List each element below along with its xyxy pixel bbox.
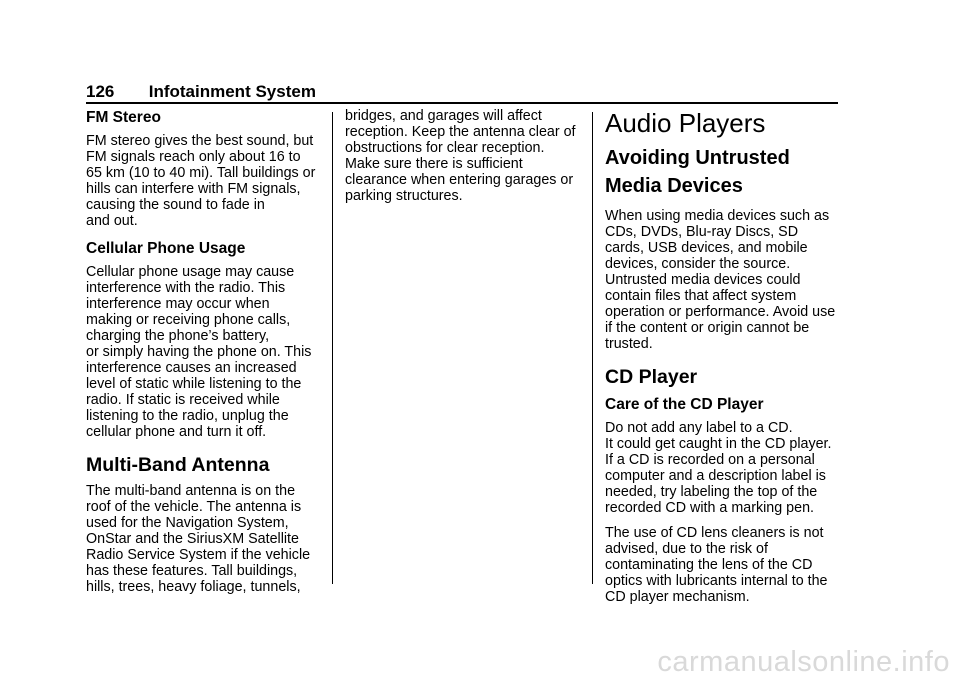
column-divider-1 [332, 112, 333, 584]
page-header [86, 82, 838, 104]
watermark: carmanualsonline.info [657, 646, 950, 678]
untrusted-media-text: When using media devices such as CDs, DVDs, Blu-ray Discs, SD cards, USB devices, and mobile devices, consider the source. Untrusted media devices could contain files that affect system operation or performance. Avoid use if the content or origin cannot be trusted. [605, 208, 836, 352]
column-2 [345, 108, 579, 213]
care-of-cd-player-text-1: Do not add any label to a CD. It could get caught in the CD player. If a CD is recorded on a personal computer and a description label is needed, try labeling the top of the recorded CD with a marking pen. [605, 420, 832, 516]
cellular-phone-text: Cellular phone usage may cause interference with the radio. This interference may occur when making or receiving phone calls, charging the phone’s battery, or simply having the phone on. This interference causes an increased level of static while listening to the radio. If static is received while listening to the radio, unplug the cellular phone and turn it off. [86, 264, 312, 440]
column-divider-2 [592, 112, 593, 584]
untrusted-media-heading: Avoiding Untrusted Media Devices [605, 147, 790, 197]
cellular-phone-heading: Cellular Phone Usage [86, 240, 246, 257]
page-title: Infotainment System [148, 82, 316, 101]
column-3 [605, 108, 839, 614]
page-number: 126 [86, 82, 115, 101]
multi-band-antenna-text: The multi-band antenna is on the roof of the vehicle. The antenna is used for the Navigation System, OnStar and the SiriusXM Satellite Radio Service System if the vehicle has these features. Tall buildings, hills, trees, heavy foliage, tunnels, [86, 483, 311, 595]
fm-stereo-heading: FM Stereo [86, 109, 161, 126]
column-1 [86, 108, 320, 604]
care-of-cd-player-text-2: The use of CD lens cleaners is not advised, due to the risk of contaminating the lens of the CD optics with lubricants internal to the CD player mechanism. [605, 525, 828, 605]
care-of-cd-player-heading: Care of the CD Player [605, 396, 764, 413]
fm-stereo-text: FM stereo gives the best sound, but FM signals reach only about 16 to 65 km (10 to 40 mi). Tall buildings or hills can interfere with FM signals, causing the sound to fade in and out. [86, 133, 316, 229]
audio-players-heading: Audio Players [605, 108, 766, 138]
multi-band-antenna-text-continued: bridges, and garages will affect reception. Keep the antenna clear of obstructions for clear reception. Make sure there is sufficient clearance when entering garages or parking structures. [345, 108, 576, 204]
multi-band-antenna-heading: Multi-Band Antenna [86, 454, 270, 476]
cd-player-heading: CD Player [605, 366, 698, 388]
